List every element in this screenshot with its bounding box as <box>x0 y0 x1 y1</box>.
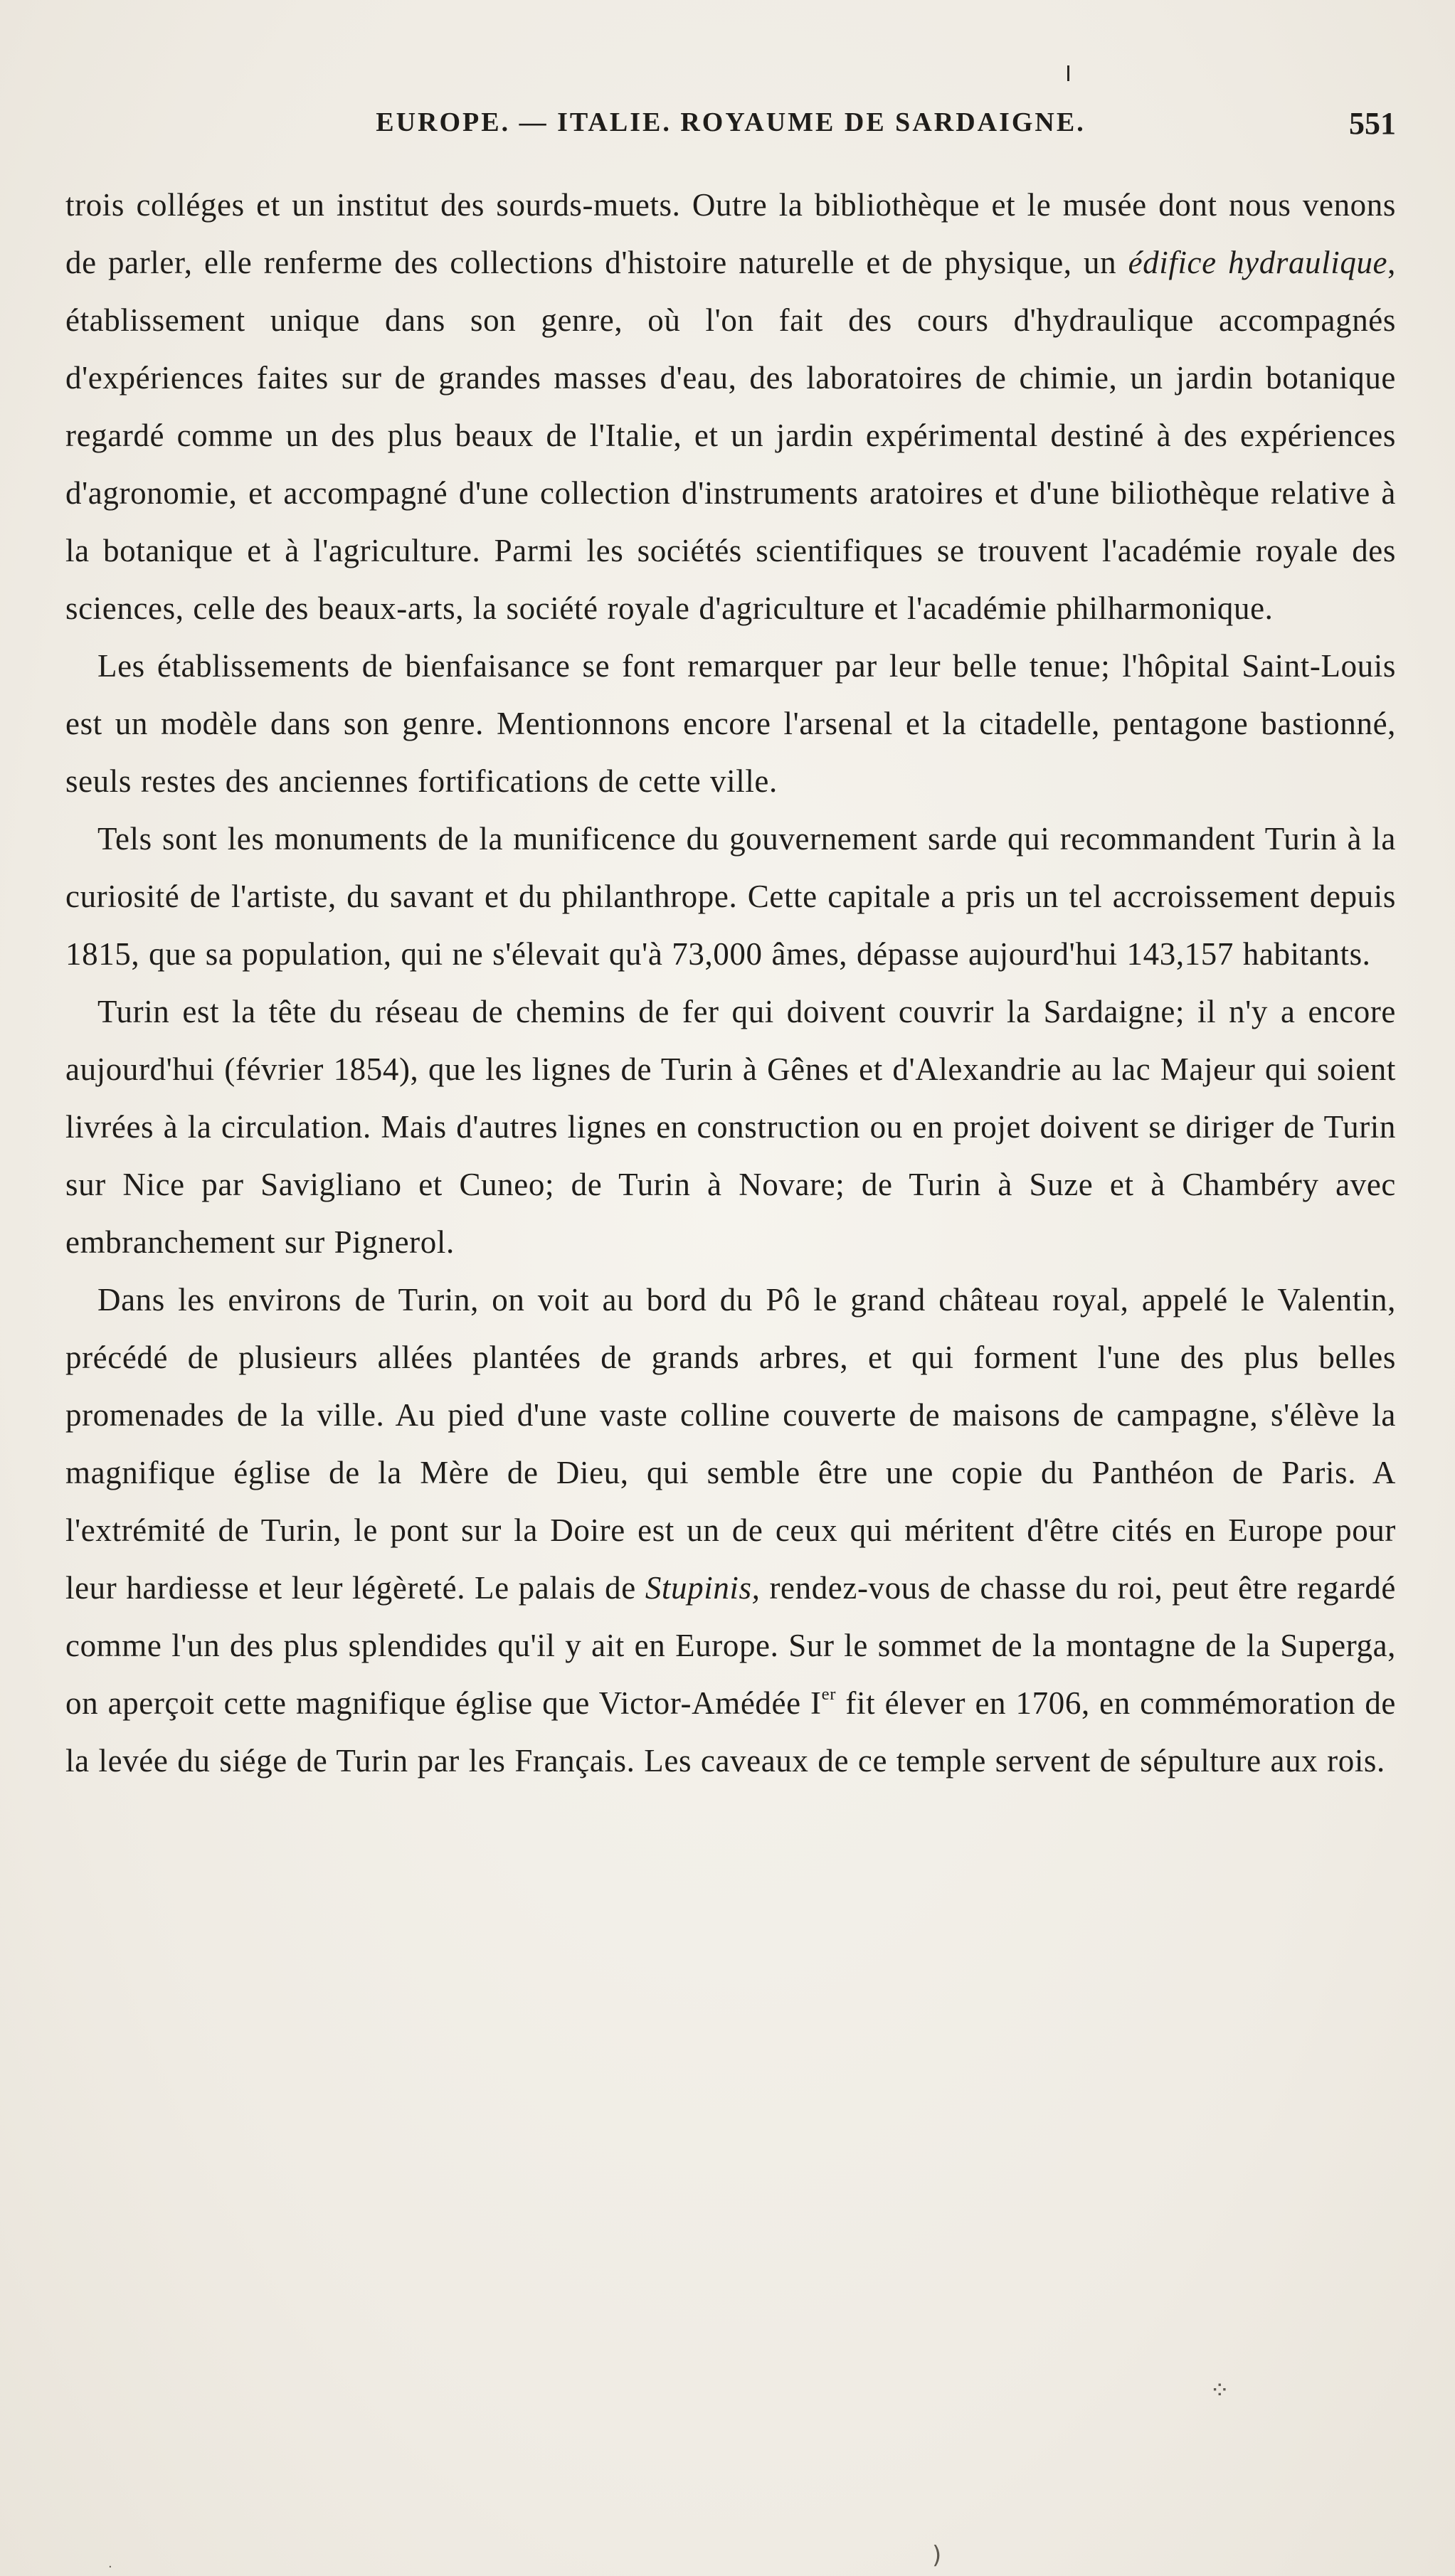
paragraph-text: Dans les environs de Turin, on voit au bord du Pô le grand château royal, appelé le Valentin, précédé de plusieurs allées plantées de grands arbres, et qui forment l'une des plus belles promenades de la ville. Au pied d'une vaste colline couverte de maisons de campagne, s'élève la magnifique église de la Mère de Dieu, qui semble être une copie du Panthéon de Paris. A l'extrémité de Turin, le pont sur la Doire est un de ceux qui méritent d'être cités en Europe pour leur hardiesse et leur légèreté. Le palais de <box>65 1282 1396 1606</box>
page-header <box>65 107 1396 149</box>
italic-term: édifice hydraulique <box>1128 245 1388 280</box>
paragraph-monuments: Tels sont les monuments de la munificence du gouvernement sarde qui recommandent Turin à la curiosité de l'artiste, du savant et du philanthrope. Cette capitale a pris un tel accroissement depuis 1815, que sa population, qui ne s'élevait qu'à 73,000 âmes, dépasse aujourd'hui 143,157 habitants. <box>65 821 1396 972</box>
paragraph-colleges <box>65 176 1396 637</box>
ink-speck: ) <box>932 2541 942 2570</box>
paragraph-text: fit élever en 1706, en commémoration de la levée du siége de Turin par les Français. Les caveaux de ce temple servent de sépulture aux rois. <box>65 1685 1396 1779</box>
italic-term: Stupinis, <box>645 1570 761 1606</box>
superscript: er <box>821 1685 837 1705</box>
body-text <box>65 176 1396 1790</box>
paragraph-text: trois colléges et un institut des sourds-muets. Outre la bibliothèque et le musée dont nous venons de parler, elle renferme des collections d'histoire naturelle et de physique, un <box>65 187 1396 280</box>
paragraph-chemins-de-fer: Turin est la tête du réseau de chemins de fer qui doivent couvrir la Sardaigne; il n'y a encore aujourd'hui (février 1854), que les lignes de Turin à Gênes et d'Alexandrie au lac Majeur qui soient livrées à la circulation. Mais d'autres lignes en construction ou en projet doivent se diriger de Turin sur Nice par Savigliano et Cuneo; de Turin à Novare; de Turin à Suze et à Chambéry avec embranchement sur Pignerol. <box>65 994 1396 1260</box>
paragraph-environs <box>65 1271 1396 1790</box>
paragraph-bienfaisance: Les établissements de bienfaisance se font remarquer par leur belle tenue; l'hôpital Saint-Louis est un modèle dans son genre. Mentionnons encore l'arsenal et la citadelle, pentagone bastionné, seuls restes des anciennes fortifications de cette ville. <box>65 648 1396 799</box>
paragraph-text: rendez-vous de chasse du roi, peut être regardé comme l'un des plus splendides qu'il y ait en Europe. Sur le sommet de la montagne de la Superga, on aperçoit cette magnifique église que Victor-Amédée I <box>65 1570 1396 1721</box>
ink-speck <box>1067 65 1069 81</box>
ink-speck: ⁘ <box>1210 2376 1230 2405</box>
ink-speck: · <box>108 2560 112 2575</box>
page-number: 551 <box>1349 106 1396 141</box>
running-head: EUROPE. — ITALIE. ROYAUME DE SARDAIGNE. <box>376 107 1086 137</box>
paragraph-text: , établissement unique dans son genre, où l'on fait des cours d'hydraulique accompagnés d'expériences faites sur de grandes masses d'eau, des laboratoires de chimie, un jardin botanique regardé comme un des plus beaux de l'Italie, et un jardin expérimental destiné à des expériences d'agronomie, et accompagné d'une collection d'instruments aratoires et d'une biliothèque relative à la botanique et à l'agriculture. Parmi les sociétés scientifiques se trouvent l'académie royale des sciences, celle des beaux-arts, la société royale d'agriculture et l'académie philharmonique. <box>65 245 1396 626</box>
